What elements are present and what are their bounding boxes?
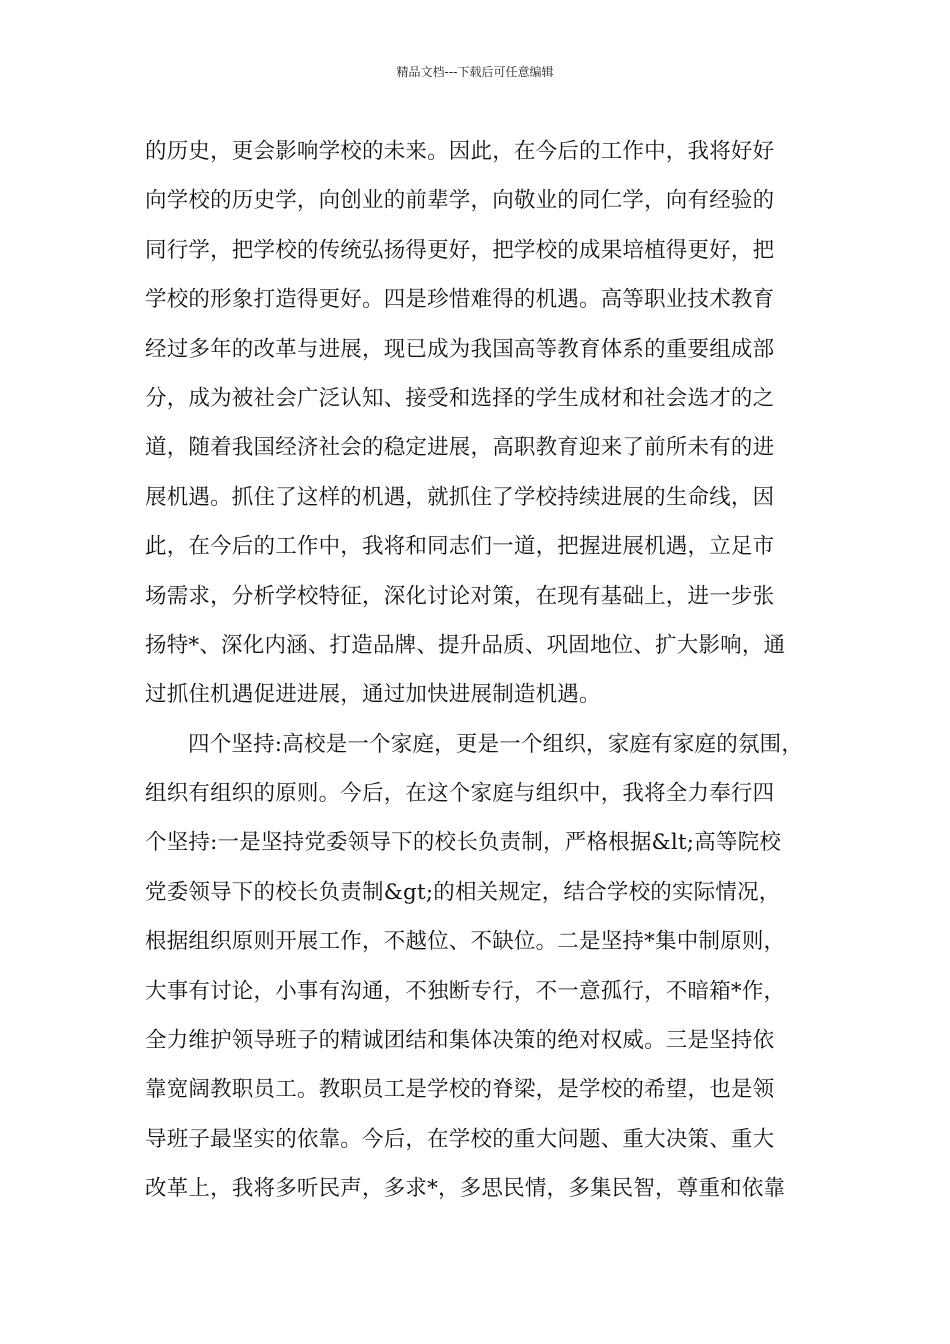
- text-line: 此，在今后的工作中，我将和同志们一道，把握进展机遇，立足市: [145, 534, 775, 560]
- text-line: 组织有组织的原则。今后，在这个家庭与组织中，我将全力奉行四: [145, 781, 775, 807]
- text-line: 靠宽阔教职员工。教职员工是学校的脊梁，是学校的希望，也是领: [145, 1077, 775, 1103]
- text-line: 展机遇。抓住了这样的机遇，就抓住了学校持续进展的生命线，因: [145, 484, 775, 510]
- text-line: 扬特*、深化内涵、打造品牌、提升品质、巩固地位、扩大影响，通: [145, 632, 786, 658]
- paragraph-first-line: 四个坚持:高校是一个家庭，更是一个组织，家庭有家庭的氛围，: [188, 731, 804, 757]
- text-line: 分，成为被社会广泛认知、接受和选择的学生成材和社会选才的之: [145, 385, 775, 411]
- text-line: 的历史，更会影响学校的未来。因此，在今后的工作中，我将好好: [145, 139, 775, 164]
- text-line: 经过多年的改革与进展，现已成为我国高等教育体系的重要组成部: [145, 336, 775, 362]
- text-line: 全力维护领导班子的精诚团结和集体决策的绝对权威。三是坚持依: [145, 1028, 775, 1054]
- body-text: [145, 127, 815, 1214]
- text-line: 根据组织原则开展工作，不越位、不缺位。二是坚持*集中制原则，: [145, 929, 786, 955]
- text-line: 学校的形象打造得更好。四是珍惜难得的机遇。高等职业技术教育: [145, 287, 775, 313]
- text-line: 过抓住机遇促进进展，通过加快进展制造机遇。: [145, 682, 601, 708]
- text-line: 改革上，我将多听民声，多求*，多思民情，多集民智，尊重和依靠: [145, 1176, 786, 1202]
- text-line: 个坚持:一是坚持党委领导下的校长负责制，严格根据&lt;高等院校: [145, 830, 782, 856]
- text-line: 党委领导下的校长负责制&gt;的相关规定，结合学校的实际情况，: [145, 879, 781, 905]
- text-line: 同行学，把学校的传统弘扬得更好，把学校的成果培植得更好，把: [145, 237, 775, 263]
- text-line: 道，随着我国经济社会的稳定进展，高职教育迎来了前所未有的进: [145, 435, 775, 461]
- text-line: 大事有讨论，小事有沟通，不独断专行，不一意孤行，不暗箱*作，: [145, 978, 786, 1004]
- text-line: 向学校的历史学，向创业的前辈学，向敬业的同仁学，向有经验的: [145, 188, 775, 214]
- text-line: 导班子最坚实的依靠。今后，在学校的重大问题、重大决策、重大: [145, 1126, 775, 1152]
- text-line: 场需求，分析学校特征，深化讨论对策，在现有基础上，进一步张: [145, 583, 775, 609]
- page-header: 精品文档---下载后可任意编辑: [396, 65, 554, 79]
